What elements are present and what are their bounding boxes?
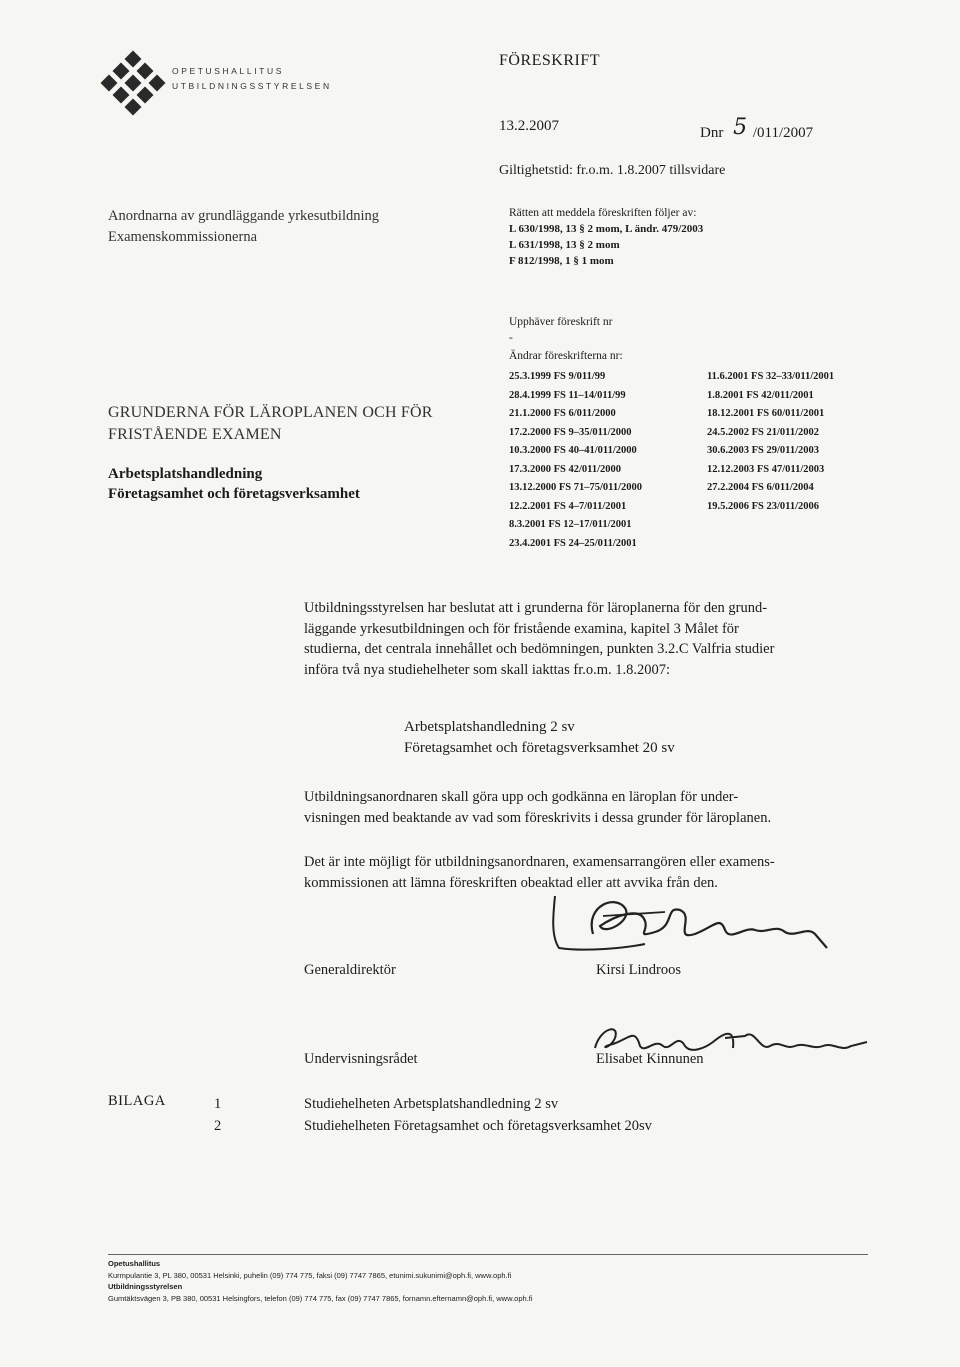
amendment-item: 13.12.2000 FS 71–75/011/2000 (509, 482, 643, 493)
attachment-title: Studiehelheten Arbetsplatshandledning 2 sv (304, 1096, 559, 1112)
attachment-number: 2 (214, 1118, 222, 1134)
attachment-title: Studiehelheten Företagsamhet och företagsverksamhet 20sv (304, 1118, 652, 1134)
amendment-item: 21.1.2000 FS 6/011/2000 (509, 408, 616, 419)
regulation-subject (108, 402, 433, 446)
subtitle-line: Arbetsplatshandledning (108, 466, 263, 482)
organization-logo (100, 50, 166, 116)
document-type: FÖRESKRIFT (499, 52, 601, 69)
amendments-label: Ändrar föreskrifterna nr: (509, 350, 623, 362)
amendment-item: 8.3.2001 FS 12–17/011/2001 (509, 519, 632, 530)
footer-org-fi: Opetushallitus (108, 1259, 161, 1268)
amendment-item: 11.6.2001 FS 32–33/011/2001 (707, 371, 835, 382)
amendment-item: 1.8.2001 FS 42/011/2001 (707, 389, 814, 401)
amendment-item: 17.3.2000 FS 42/011/2000 (509, 463, 622, 475)
repeal-label: Upphäver föreskrift nr (509, 316, 613, 328)
text-line: Utbildningsstyrelsen har beslutat att i grunderna för läroplanerna för den grund- (304, 600, 768, 616)
footer-address-fi: Kurmpulantie 3, PL 380, 00531 Helsinki, puhelin (09) 774 775, faksi (09) 7747 7865, etunimi.sukunimi@oph.fi, www.oph.fi (108, 1270, 512, 1280)
signatory-name: Elisabet Kinnunen (596, 1051, 704, 1067)
subtitle-line: Företagsamhet och företagsverksamhet (108, 486, 360, 502)
regulation-subtitle (108, 464, 360, 504)
amendment-item: 24.5.2002 FS 21/011/2002 (707, 426, 820, 438)
dnr-label: Dnr (700, 125, 724, 141)
study-module: Företagsamhet och företagsverksamhet 20 sv (404, 740, 675, 756)
dnr-suffix: /011/2007 (752, 125, 814, 141)
amendments-column-2 (707, 368, 834, 516)
authority-label: Rätten att meddela föreskriften följer av: (509, 207, 697, 219)
logo-text (172, 64, 332, 94)
logo-line-sv: UTBILDNINGSSTYRELSEN (172, 81, 332, 91)
issuer: Anordnarna av grundläggande yrkesutbildning (108, 208, 379, 224)
signatory-title: Undervisningsrådet (304, 1051, 418, 1067)
text-line: införa två nya studiehelheter som skall iakttas fr.o.m. 1.8.2007: (304, 661, 671, 678)
amendment-item: 30.6.2003 FS 29/011/2003 (707, 445, 820, 456)
amendment-item: 10.3.2000 FS 40–41/011/2000 (509, 445, 637, 456)
text-line: Utbildningsanordnaren skall göra upp och godkänna en läroplan för under- (304, 789, 739, 805)
subject-line: FRISTÅENDE EXAMEN (108, 426, 282, 443)
attachment-numbers (214, 1093, 221, 1137)
amendment-item: 18.12.2001 FS 60/011/2001 (707, 408, 825, 419)
repeals (509, 314, 612, 346)
validity-period: Giltighetstid: fr.o.m. 1.8.2007 tillsvidare (499, 163, 726, 178)
signatory-name: Kirsi Lindroos (596, 962, 681, 978)
issuer: Examenskommissionerna (108, 229, 258, 245)
repeal-value: - (509, 332, 513, 344)
text-line: Det är inte möjligt för utbildningsanordnaren, examensarrangören eller examens- (304, 854, 775, 870)
attachment-number: 1 (214, 1096, 222, 1112)
footer (108, 1258, 533, 1304)
authority-ref: F 812/1998, 1 § 1 mom (509, 255, 614, 267)
dnr-number: 5 (733, 115, 748, 140)
amendment-item: 19.5.2006 FS 23/011/2006 (707, 500, 820, 512)
amendment-item: 17.2.2000 FS 9–35/011/2000 (509, 426, 632, 438)
authority-ref: L 631/1998, 13 § 2 mom (509, 239, 620, 251)
amendment-item: 12.2.2001 FS 4–7/011/2001 (509, 500, 627, 512)
footer-org-sv: Utbildningsstyrelsen (108, 1282, 183, 1291)
text-line: visningen med beaktande av vad som föreskrivits i dessa grunder för läroplanen. (304, 809, 772, 826)
footer-address-sv: Gumtäktsvägen 3, PB 380, 00531 Helsingfors, telefon (09) 774 775, fax (09) 7747 7865, fornamn.efternamn@oph.fi, www.oph.fi (108, 1293, 533, 1303)
issuers (108, 206, 379, 248)
amendment-item: 28.4.1999 FS 11–14/011/99 (509, 389, 626, 401)
attachment-titles (304, 1093, 652, 1137)
diary-number (700, 115, 814, 143)
signatory-title: Generaldirektör (304, 962, 396, 978)
text-line: studierna, det centrala innehållet och bedömningen, punkten 3.2.C Valfria studier (304, 641, 775, 657)
footer-divider (108, 1254, 868, 1255)
amendment-item: 27.2.2004 FS 6/011/2004 (707, 482, 814, 493)
amendments-column-1 (509, 368, 642, 553)
study-module: Arbetsplatshandledning 2 sv (404, 719, 575, 735)
text-line: kommissionen att lämna föreskriften obeaktad eller att avvika från den. (304, 874, 718, 891)
study-modules (404, 717, 675, 759)
legal-authority (509, 205, 703, 269)
document-date: 13.2.2007 (499, 118, 559, 134)
amendment-item: 12.12.2003 FS 47/011/2003 (707, 463, 825, 475)
subject-line: GRUNDERNA FÖR LÄROPLANEN OCH FÖR (108, 404, 433, 421)
curriculum-paragraph (304, 787, 771, 828)
amendment-item: 23.4.2001 FS 24–25/011/2001 (509, 537, 637, 549)
authority-ref: L 630/1998, 13 § 2 mom, L ändr. 479/2003 (509, 223, 704, 235)
logo-line-fi: OPETUSHALLITUS (172, 66, 284, 76)
attachments-label: BILAGA (108, 1093, 166, 1109)
signature-director (545, 886, 845, 966)
text-line: läggande yrkesutbildningen och för fristående examina, kapitel 3 Målet för (304, 620, 739, 637)
decision-paragraph (304, 598, 774, 680)
amendment-item: 25.3.1999 FS 9/011/99 (509, 371, 606, 382)
